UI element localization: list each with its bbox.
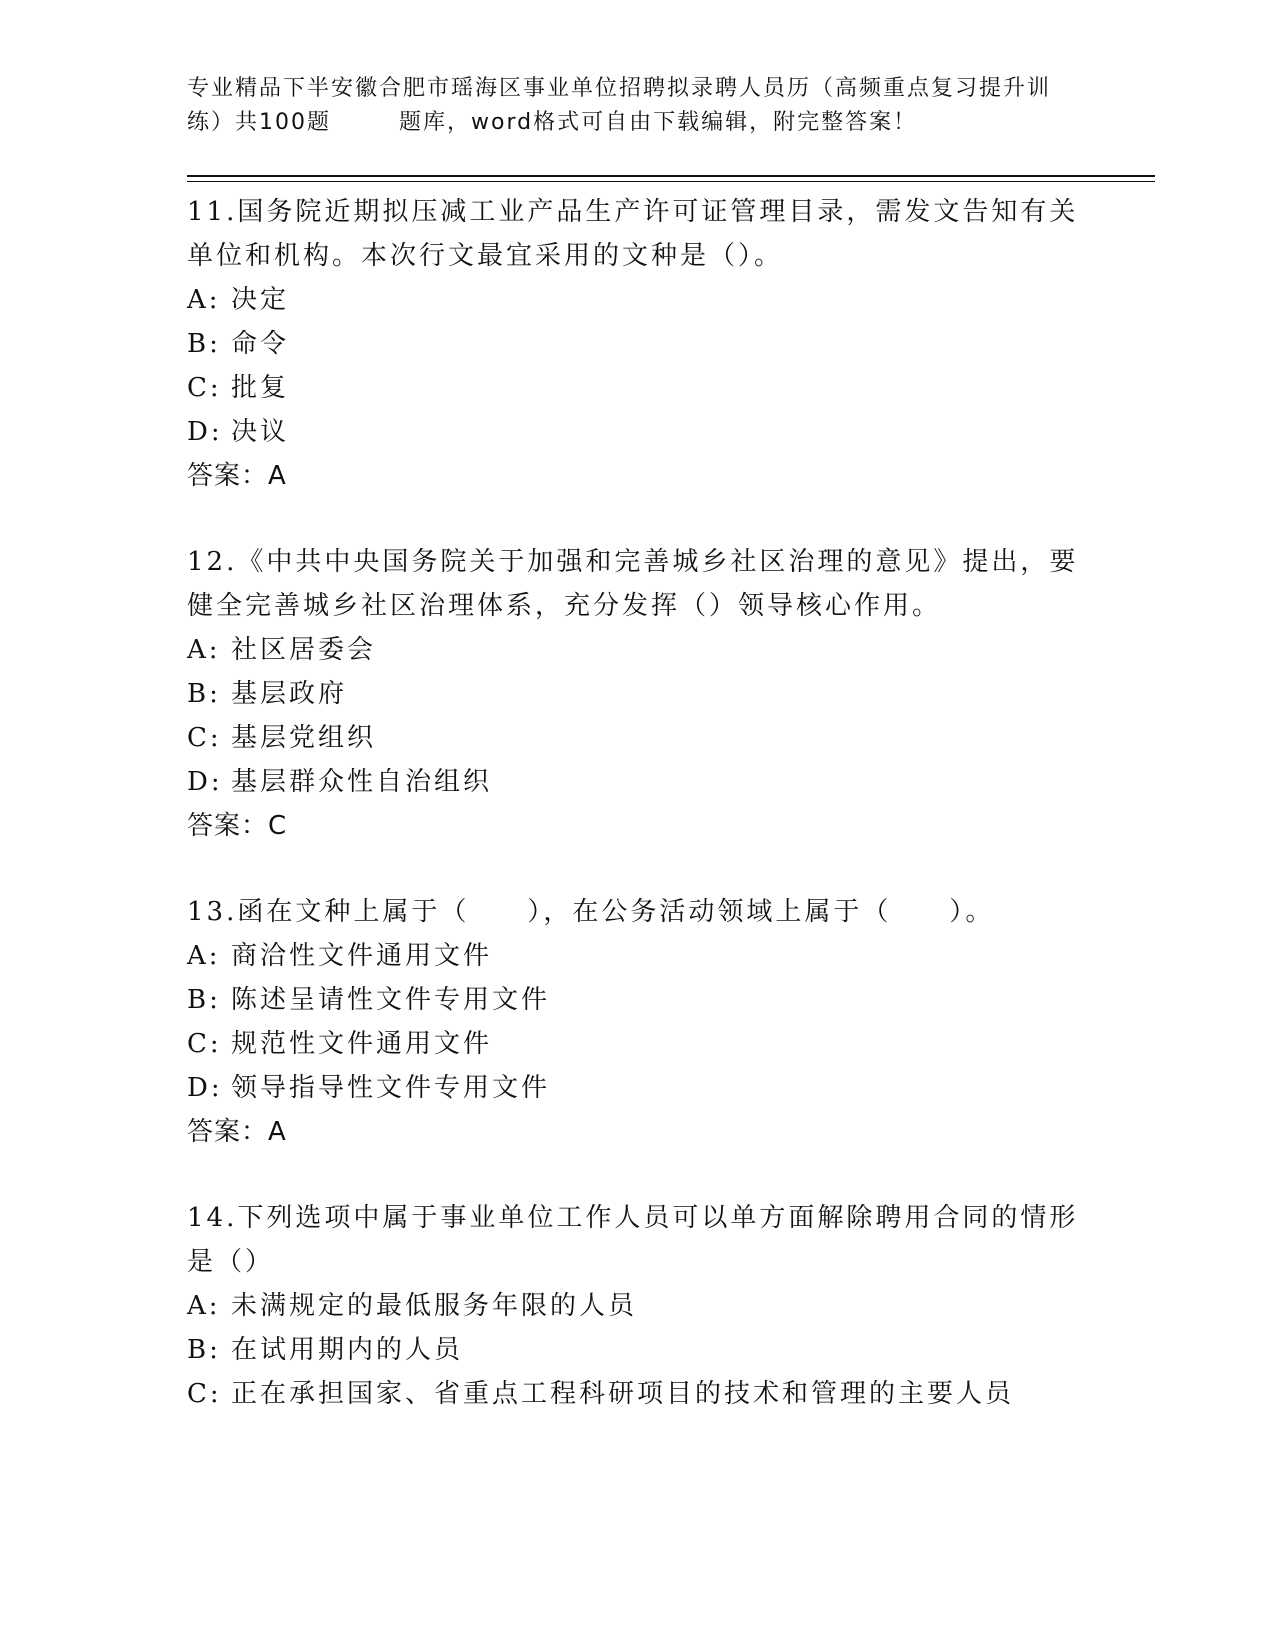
question-text: 11.国务院近期拟压减工业产品生产许可证管理目录，需发文告知有关单位和机构。本次行文最宜采用的文种是（）。: [187, 197, 1079, 271]
option-d: [187, 1066, 1087, 1110]
option-letter: A:: [187, 635, 221, 665]
option-a: [187, 278, 1087, 322]
question-text: 14.下列选项中属于事业单位工作人员可以单方面解除聘用合同的情形是（）: [187, 1203, 1079, 1277]
option-text: 正在承担国家、省重点工程科研项目的技术和管理的主要人员: [231, 1379, 1015, 1409]
question-12: [187, 540, 1087, 848]
document-header: [187, 72, 1087, 140]
option-a: [187, 934, 1087, 978]
header-line-2-part-1: 练）共100题: [187, 110, 331, 135]
option-text: 未满规定的最低服务年限的人员: [231, 1291, 638, 1321]
option-text: 决议: [231, 417, 290, 447]
option-letter: A:: [187, 1291, 221, 1321]
option-text: 决定: [231, 285, 290, 315]
option-letter: B:: [187, 329, 221, 359]
option-letter: C:: [187, 723, 222, 753]
answer-line: 答案：C: [187, 811, 288, 841]
option-letter: B:: [187, 985, 221, 1015]
option-c: [187, 1022, 1087, 1066]
question-14: [187, 1196, 1087, 1416]
header-line-2: [187, 106, 1087, 140]
option-b: [187, 1328, 1087, 1372]
option-text: 规范性文件通用文件: [231, 1029, 493, 1059]
option-c: [187, 366, 1087, 410]
header-line-1: 专业精品下半安徽合肥市瑶海区事业单位招聘拟录聘人员历（高频重点复习提升训: [187, 76, 1052, 101]
option-letter: B:: [187, 679, 221, 709]
header-divider-thin: [187, 181, 1155, 182]
option-text: 商洽性文件通用文件: [231, 941, 493, 971]
option-a: [187, 628, 1087, 672]
question-13: [187, 890, 1087, 1154]
option-d: [187, 410, 1087, 454]
question-11: [187, 190, 1087, 498]
question-list: [187, 190, 1087, 1458]
option-text: 基层政府: [231, 679, 348, 709]
option-c: [187, 1372, 1087, 1416]
option-c: [187, 716, 1087, 760]
question-text: 12.《中共中央国务院关于加强和完善城乡社区治理的意见》提出，要健全完善城乡社区治理体系，充分发挥（）领导核心作用。: [187, 547, 1079, 621]
header-divider-thick: [187, 175, 1155, 177]
option-text: 基层党组织: [231, 723, 377, 753]
option-letter: D:: [187, 1073, 223, 1103]
option-letter: A:: [187, 285, 221, 315]
option-text: 社区居委会: [231, 635, 377, 665]
option-letter: B:: [187, 1335, 221, 1365]
option-b: [187, 672, 1087, 716]
option-a: [187, 1284, 1087, 1328]
option-text: 命令: [231, 329, 290, 359]
option-letter: D:: [187, 767, 223, 797]
option-letter: A:: [187, 941, 221, 971]
option-text: 基层群众性自治组织: [231, 767, 493, 797]
header-line-2-part-2: 题库，word格式可自由下载编辑，附完整答案！: [399, 110, 918, 135]
question-text: 13.函在文种上属于（ ），在公务活动领域上属于（ ）。: [187, 897, 995, 927]
option-text: 在试用期内的人员: [231, 1335, 464, 1365]
answer-line: 答案：A: [187, 1117, 287, 1147]
option-letter: C:: [187, 1379, 222, 1409]
option-text: 领导指导性文件专用文件: [231, 1073, 551, 1103]
option-d: [187, 760, 1087, 804]
option-text: 批复: [231, 373, 290, 403]
option-letter: C:: [187, 373, 222, 403]
answer-line: 答案：A: [187, 461, 287, 491]
option-b: [187, 978, 1087, 1022]
option-letter: D:: [187, 417, 223, 447]
option-text: 陈述呈请性文件专用文件: [231, 985, 551, 1015]
option-b: [187, 322, 1087, 366]
option-letter: C:: [187, 1029, 222, 1059]
